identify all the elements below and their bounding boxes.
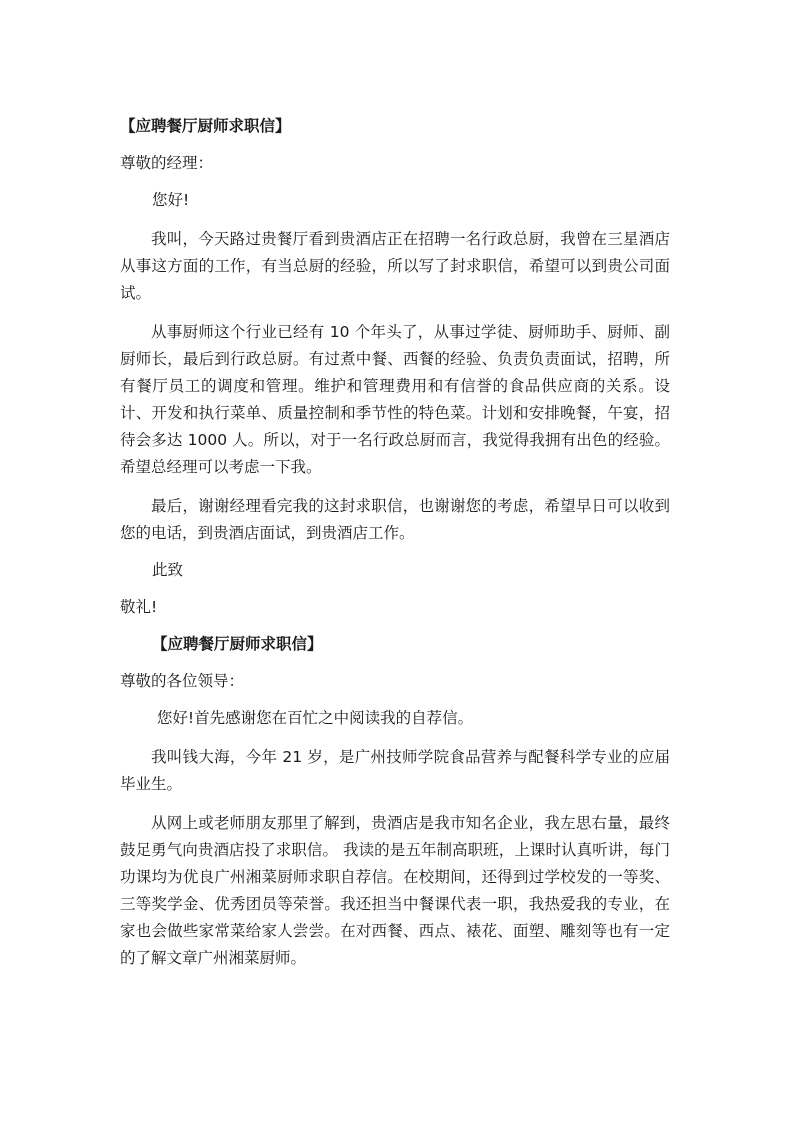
letter1-greeting: 您好! <box>152 191 190 209</box>
letter2-salutation: 尊敬的各位领导： <box>120 672 245 690</box>
letter1-closing-cizhi: 此致 <box>152 561 184 579</box>
letter2-title: 【应聘餐厅厨师求职信】 <box>152 635 323 653</box>
letter1-title: 【应聘餐厅厨师求职信】 <box>120 117 291 135</box>
document-page <box>120 113 670 972</box>
letter1-paragraph-2: 从事厨师这个行业已经有 10 个年头了，从事过学徒、厨师助手、厨师、副厨师长，最后到行政总厨。有过煮中餐、西餐的经验、负责负责面试，招聘，所有餐厅员工的调度和管理。维护和管理费用和有信誉的食品供应商的关系。设计、开发和执行菜单、质量控制和季节性的特色菜。计划和安排晚餐，午宴，招待会多达 1000 人。所以，对于一名行政总厨而言，我觉得我拥有出色的经验。希望总经理可以考虑一下我。 <box>120 323 670 476</box>
letter2-greeting: 您好!首先感谢您在百忙之中阅读我的自荐信。 <box>152 709 474 727</box>
letter1-paragraph-3: 最后，谢谢经理看完我的这封求职信，也谢谢您的考虑，希望早日可以收到您的电话，到贵酒店面试，到贵酒店工作。 <box>120 497 670 542</box>
letter1-paragraph-1: 我叫，今天路过贵餐厅看到贵酒店正在招聘一名行政总厨，我曾在三星酒店从事这方面的工作，有当总厨的经验，所以写了封求职信，希望可以到贵公司面试。 <box>120 230 670 302</box>
letter2-paragraph-2: 从网上或老师朋友那里了解到，贵酒店是我市知名企业，我左思右量，最终鼓足勇气向贵酒店投了求职信。 我读的是五年制高职班，上课时认真听讲，每门功课均为优良广州湘菜厨师求职自荐信。在校期间，还得到过学校发的一等奖、三等奖学金、优秀团员等荣誉。我还担当中餐课代表一职，我热爱我的专业，在家也会做些家常菜给家人尝尝。在对西餐、西点、裱花、面塑、雕刻等也有一定的了解文章广州湘菜厨师。 <box>120 814 670 967</box>
letter1-closing-jingli: 敬礼! <box>120 598 158 616</box>
letter1-salutation: 尊敬的经理： <box>120 154 214 172</box>
letter2-paragraph-1: 我叫钱大海，今年 21 岁，是广州技师学院食品营养与配餐科学专业的应届毕业生。 <box>120 748 670 793</box>
